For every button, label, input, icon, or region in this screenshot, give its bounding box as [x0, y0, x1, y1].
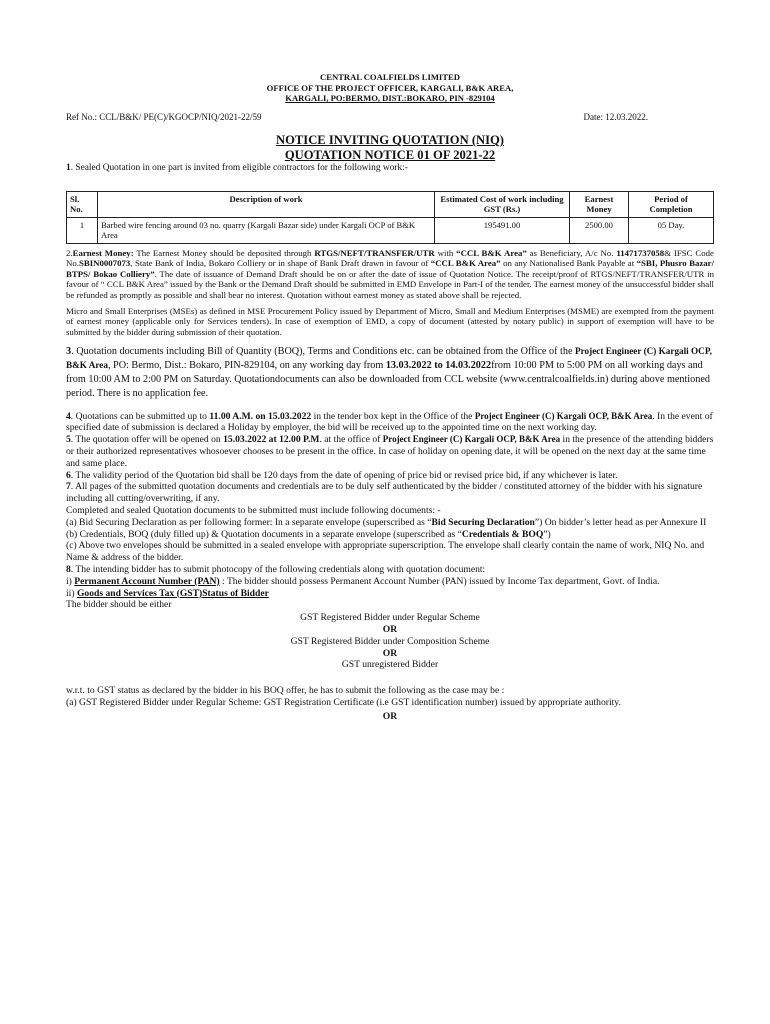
company-name: CENTRAL COALFIELDS LIMITED — [320, 72, 460, 82]
office-name: OFFICE OF THE PROJECT OFFICER, KARGALI, B&K AREA, — [266, 82, 514, 93]
gst-option-regular: GST Registered Bidder under Regular Scheme — [300, 612, 480, 624]
completed-documents-intro: Completed and sealed Quotation documents to be submitted must include following documents: - — [66, 505, 441, 517]
gst-option-unregistered: GST unregistered Bidder — [341, 659, 439, 671]
pan-requirement: i) Permanent Account Number (PAN) : The bidder should possess Permanent Account Number (PAN) issued by Income Tax department, Govt. of India. — [66, 575, 660, 587]
gst-status-heading: ii) Goods and Services Tax (GST)Status of Bidder — [66, 587, 269, 599]
item-c-sealed-envelope: (c) Above two envelopes should be submitted in a sealed envelope with appropriate superscription. The envelope shall clearly contain the name of work, NIQ No. and Name & address of the bidder. — [66, 540, 705, 564]
cell-description: Barbed wire fencing around 03 no. quarry (Kargali Bazar side) under Kargali OCP of B&K Area — [98, 217, 435, 243]
cell-cost: 195491.00 — [435, 217, 570, 243]
letterhead — [66, 72, 714, 104]
table-row — [67, 217, 714, 243]
work-table — [66, 191, 714, 244]
or-separator-1: OR — [382, 624, 398, 636]
gst-option-composition: GST Registered Bidder under Composition Scheme — [290, 635, 490, 647]
or-separator-3: OR — [382, 710, 398, 722]
document-page — [66, 72, 714, 723]
msme-exemption: Micro and Small Enterprises (MSEs) as defined in MSE Procurement Policy issued by Department of Micro, Small and Medium Enterprises (MSME) are exempted from the payment of earnest money (applicable only for Services tenders). In case of exemption of EMD, a copy of document (attested by notary public) in support of exemption will have to be submitted by the bidder during submission of their quotation. — [66, 305, 714, 337]
col-header-description: Description of work — [98, 191, 435, 217]
reference-number: Ref No.: CCL/B&K/ PE(C)/KGOCP/NIQ/2021-22/59 — [66, 112, 262, 123]
bidder-either: The bidder should be either — [66, 599, 172, 611]
col-header-period: Period of Completion — [629, 191, 714, 217]
clause-4-submission: 4. Quotations can be submitted up to 11.00 A.M. on 15.03.2022 in the tender box kept in the Office of the Project Engineer (C) Kargali OCP, B&K Area. In the event of specified date of submission is declared a Holiday by employer, the bid will be received up to the appointed time on the next working day. — [66, 410, 713, 434]
cell-period: 05 Day. — [629, 217, 714, 243]
gst-wrt-statement: w.r.t. to GST status as declared by the bidder in his BOQ offer, he has to submit the following as the case may be : — [66, 685, 505, 697]
clause-1: 1. Sealed Quotation in one part is invited from eligible contractors for the following work:- — [66, 162, 408, 173]
clause-7-authentication: 7. All pages of the submitted quotation documents and credentials are to be duly self authenticated by the bidder / constituted attorney of the bidder with his signature including all cutting/overwriting, if any. — [66, 481, 703, 505]
cell-sl: 1 — [67, 217, 98, 243]
item-a-bid-securing: (a) Bid Securing Declaration as per following former: In a separate envelope (superscribed as “Bid Securing Declaration”) On bidder’s letter head as per Annexure II — [66, 516, 707, 528]
clause-2-earnest-money: 2.Earnest Money: The Earnest Money should be deposited through RTGS/NEFT/TRANSFER/UTR with “CCL B&K Area” as Beneficiary, A/c No. 11471737058& IFSC Code No.SBIN0007073, State Bank of India, Bokaro Colliery or in shape of Bank Draft drawn in favour of “CCL B&K Area” on any Nationalised Bank Payable at “SBI, Phusro Bazar/ BTPS/ Bokao Colliery”. The date of issuance of Demand Draft should be on or after the date of issue of Quotation Notice. The receipt/proof of RTGS/NEFT/TRANSFER/UTR in favour of “ CCL B&K Area” issued by the Bank or the Demand Draft should be submitted in EMD Envelope in Part-I of the tender. The earnest money of the unsuccessful bidder shall be refunded as promptly as possible and shall bear no interest. Quotation without earnest money as stated above shall be rejected. — [66, 247, 715, 300]
office-address: KARGALI, PO:BERMO, DIST.:BOKARO, PIN -829104 — [285, 93, 495, 104]
clause-8-credentials: 8. The intending bidder has to submit photocopy of the following credentials along with quotation document: — [66, 564, 486, 576]
notice-title-line2: QUOTATION NOTICE 01 OF 2021-22 — [284, 148, 496, 163]
or-separator-2: OR — [382, 647, 398, 659]
table-header-row — [67, 191, 714, 217]
cell-emd: 2500.00 — [570, 217, 629, 243]
reference-row — [66, 112, 714, 123]
clause-3-documents: 3. Quotation documents including Bill of Quantity (BOQ), Terms and Conditions etc. can be obtained from the Office of the Project Engineer (C) Kargali OCP, B&K Area, PO: Bermo, Dist.: Bokaro, PIN-829104, on any working day from 13.03.2022 to 14.03.2022from 10:00 PM to 5:00 PM on all working days and from 10:00 AM to 2:00 PM on Saturday. Quotationdocuments can also be downloaded from CCL website (www.centralcoalfields.in) during above mentioned period. There is no application fee. — [66, 346, 712, 399]
notice-title — [66, 133, 714, 163]
col-header-sl: Sl. No. — [67, 191, 98, 217]
notice-date: Date: 12.03.2022. — [583, 112, 648, 123]
notice-title-line1: NOTICE INVITING QUOTATION (NIQ) — [276, 133, 504, 148]
clause-6-validity: 6. The validity period of the Quotation bid shall be 120 days from the date of opening of price bid or revised price bid, if any whichever is later. — [66, 469, 618, 481]
col-header-emd: Earnest Money — [570, 191, 629, 217]
clause-5-opening: 5. The quotation offer will be opened on 15.03.2022 at 12.00 P.M. at the office of Project Engineer (C) Kargali OCP, B&K Area in the presence of the attending bidders or their authorized representatives whosoever chooses to be present in the office. In case of holiday on opening date, it will be opened on the next day at the same time and same place. — [66, 434, 714, 469]
item-b-credentials: (b) Credentials, BOQ (duly filled up) & Quotation documents in a separate envelope (superscribed as “Credentials & BOQ”) — [66, 528, 551, 540]
col-header-cost: Estimated Cost of work including GST (Rs.) — [435, 191, 570, 217]
gst-item-a: (a) GST Registered Bidder under Regular Scheme: GST Registration Certificate (i.e GST identification number) issued by appropriate authority. — [66, 697, 621, 708]
